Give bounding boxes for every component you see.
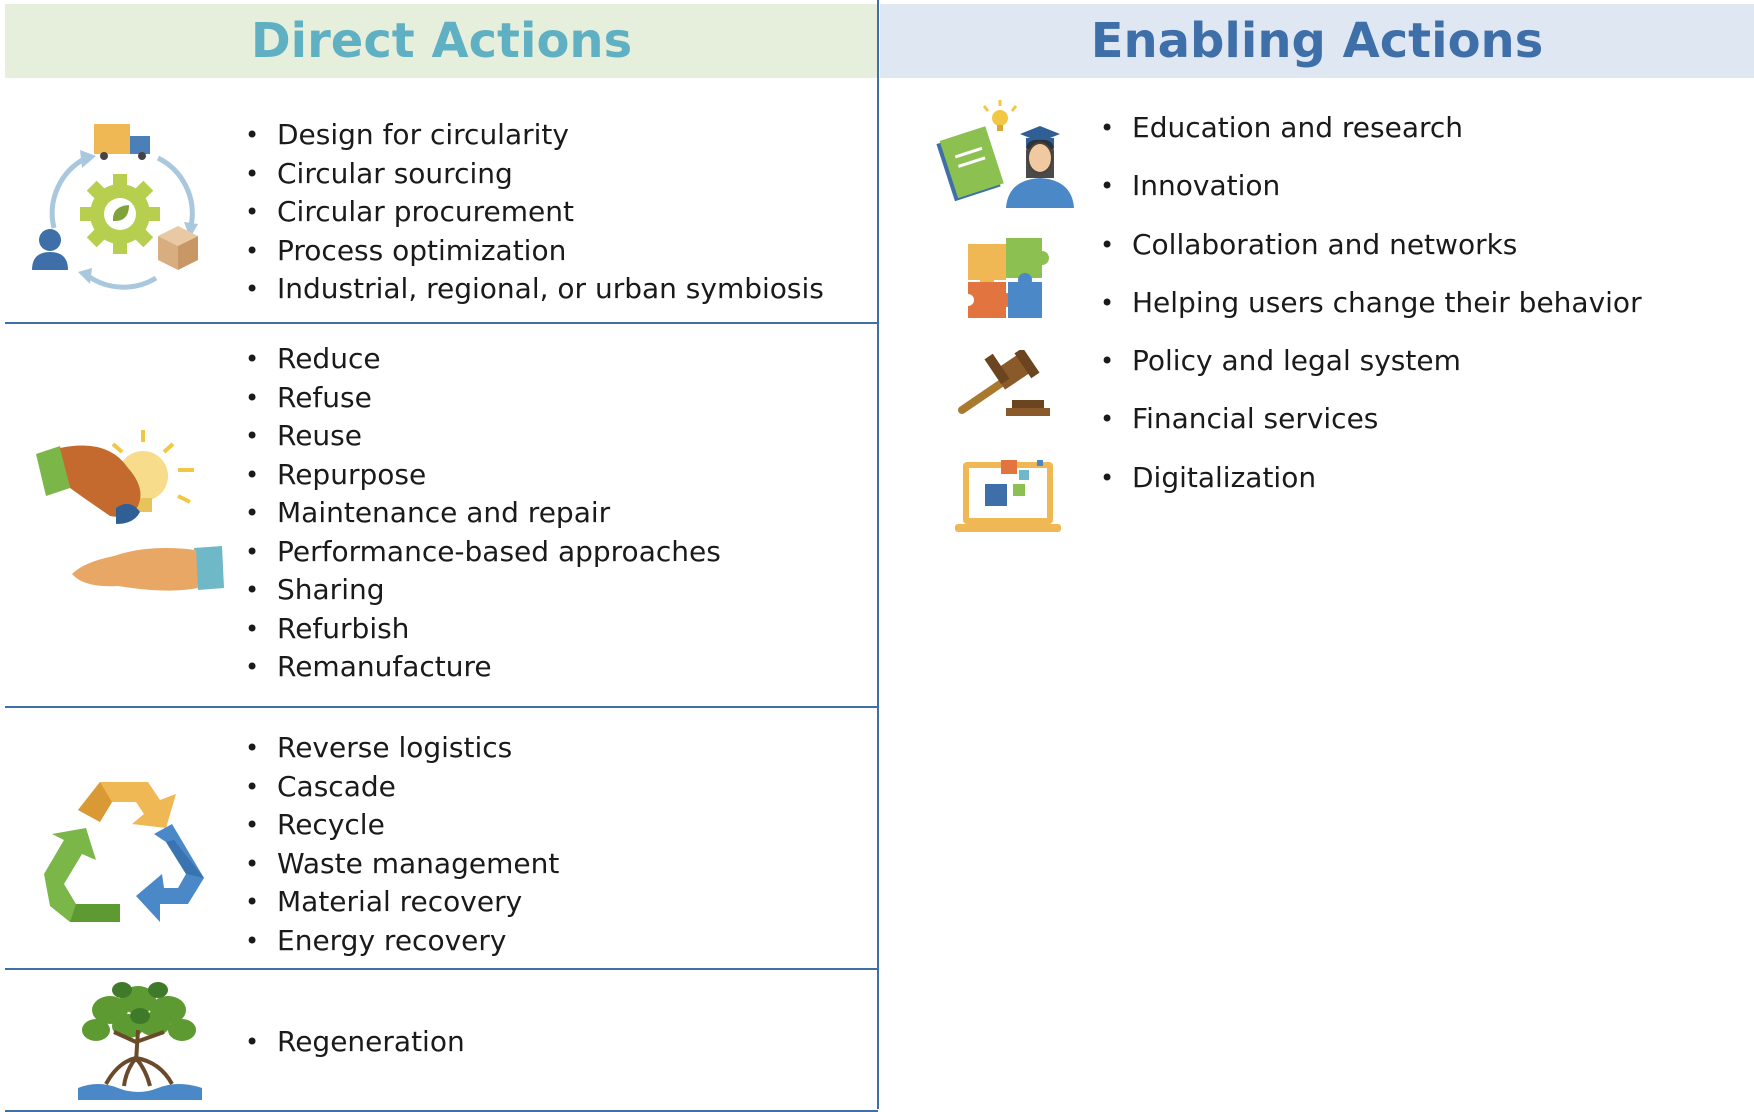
- section-divider: [5, 322, 878, 324]
- list-item: • Reverse logistics: [245, 729, 559, 768]
- list-item: • Material recovery: [245, 883, 559, 922]
- list-item: • Sharing: [245, 571, 721, 610]
- regeneration-actions-list: [245, 1023, 465, 1062]
- list-item: • Repurpose: [245, 456, 721, 495]
- list-item: • Energy recovery: [245, 922, 559, 961]
- enabling-actions-list: [1100, 99, 1642, 507]
- column-divider: [877, 0, 879, 1109]
- list-item: • Reduce: [245, 340, 721, 379]
- list-item: • Policy and legal system: [1100, 332, 1642, 390]
- list-item: • Industrial, regional, or urban symbiosis: [245, 270, 824, 309]
- list-item: • Remanufacture: [245, 648, 721, 687]
- list-item: • Helping users change their behavior: [1100, 274, 1642, 332]
- list-item: • Recycle: [245, 806, 559, 845]
- circular-supply-chain-icon: [26, 118, 206, 298]
- list-item: • Cascade: [245, 768, 559, 807]
- list-item: • Education and research: [1100, 99, 1642, 157]
- list-item: • Innovation: [1100, 157, 1642, 215]
- direct-actions-header: [5, 4, 878, 78]
- reduce-reuse-actions-list: [245, 340, 721, 687]
- list-item: • Financial services: [1100, 390, 1642, 448]
- list-item: • Refurbish: [245, 610, 721, 649]
- direct-actions-title: Direct Actions: [250, 13, 633, 69]
- list-item: • Performance-based approaches: [245, 533, 721, 572]
- list-item: • Maintenance and repair: [245, 494, 721, 533]
- section-divider: [5, 968, 878, 970]
- hands-lightbulb-icon: [18, 428, 228, 608]
- puzzle-icon: [962, 236, 1052, 320]
- recycle-icon: [40, 776, 210, 936]
- list-item: • Digitalization: [1100, 449, 1642, 507]
- list-item: • Collaboration and networks: [1100, 216, 1642, 274]
- section-divider: [5, 706, 878, 708]
- list-item: • Circular procurement: [245, 193, 824, 232]
- list-item: • Regeneration: [245, 1023, 465, 1062]
- enabling-actions-title: Enabling Actions: [1090, 13, 1544, 69]
- list-item: • Circular sourcing: [245, 155, 824, 194]
- mangrove-tree-icon: [78, 978, 202, 1100]
- laptop-icon: [955, 458, 1061, 538]
- list-item: • Reuse: [245, 417, 721, 456]
- list-item: • Process optimization: [245, 232, 824, 271]
- design-actions-list: [245, 116, 824, 309]
- list-item: • Design for circularity: [245, 116, 824, 155]
- list-item: • Refuse: [245, 379, 721, 418]
- gavel-icon: [956, 350, 1056, 420]
- enabling-actions-header: [880, 4, 1754, 78]
- list-item: • Waste management: [245, 845, 559, 884]
- recovery-actions-list: [245, 729, 559, 960]
- graduate-book-icon: [936, 98, 1080, 208]
